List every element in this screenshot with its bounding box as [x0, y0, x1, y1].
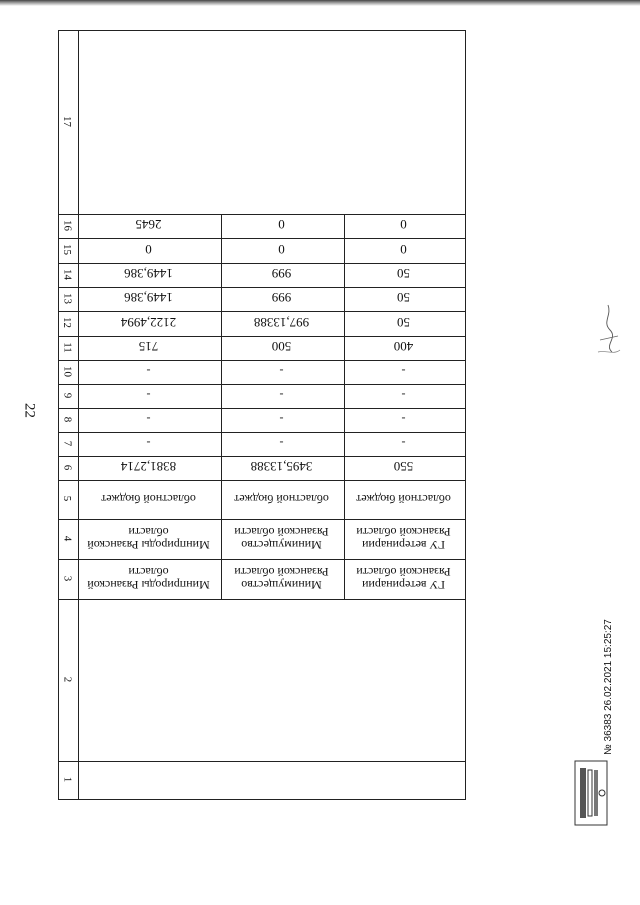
table-cell-col7: -	[401, 436, 406, 451]
scan-top-edge	[0, 0, 640, 6]
column-number-15: 15	[61, 244, 74, 255]
column-number-11: 11	[61, 341, 74, 353]
table-cell-col8: -	[401, 412, 406, 427]
table-cell-col15: 0	[145, 242, 152, 257]
table-cell-col4: Минприроды Рязанской области	[87, 525, 210, 552]
table-cell-col11: 500	[271, 339, 292, 355]
table-cell-col4: ГУ ветеринарии Рязанской области	[356, 525, 451, 552]
signature-mark	[588, 300, 628, 360]
table-cell-col5: областной бюджет	[356, 492, 451, 506]
column-number-9: 9	[61, 392, 74, 398]
table-cell-col10: -	[279, 364, 284, 379]
table-cell-col3: ГУ ветеринарии Рязанской области	[356, 565, 451, 592]
page-number: 22	[21, 403, 38, 418]
table-cell-col10: -	[146, 364, 151, 379]
table-cell-col9: -	[279, 388, 284, 403]
table-cell-col9: -	[401, 388, 406, 403]
table-divider	[221, 214, 222, 599]
table-cell-col12: 997,13388	[253, 315, 310, 330]
table-cell-col16: 2645	[135, 217, 162, 233]
table-divider	[59, 599, 465, 600]
column-number-14: 14	[61, 268, 74, 280]
column-number-12: 12	[61, 317, 74, 328]
table-cell-col15: 0	[400, 242, 407, 257]
column-number-16: 16	[61, 219, 74, 231]
table-cell-col14: 999	[271, 266, 292, 282]
table-cell-col6: 3495,13388	[250, 459, 313, 475]
table-cell-col10: -	[401, 364, 406, 379]
table-cell-col12: 2122,4994	[120, 315, 177, 330]
column-number-3: 3	[61, 575, 74, 581]
table-cell-col13: 50	[397, 290, 410, 306]
column-number-1: 1	[61, 776, 74, 782]
table-divider	[78, 31, 79, 799]
table-cell-col4: Минимущество Рязанской области	[234, 525, 329, 552]
column-number-2: 2	[61, 676, 74, 682]
table-cell-col9: -	[146, 388, 151, 403]
table-cell-col16: 0	[278, 217, 285, 233]
column-number-5: 5	[61, 495, 74, 502]
table-cell-col13: 1449,386	[124, 290, 173, 306]
table-cell-col5: областной бюджет	[101, 492, 196, 506]
column-number-4: 4	[61, 535, 74, 541]
table-cell-col14: 50	[397, 266, 410, 282]
document-reference: № 36383 26.02.2021 15:25:27	[603, 619, 614, 755]
table-cell-col3: Минприроды Рязанской области	[87, 565, 210, 592]
registration-stamp	[574, 760, 608, 826]
table-cell-col5: областной бюджет	[234, 492, 329, 506]
table-cell-col6: 8381,2714	[120, 459, 177, 475]
table-cell-col7: -	[146, 436, 151, 451]
table-cell-col8: -	[279, 412, 284, 427]
table-cell-col6: 550	[393, 459, 414, 475]
column-number-17: 17	[61, 116, 74, 127]
column-number-7: 7	[61, 440, 74, 446]
table-cell-col12: 50	[397, 315, 410, 330]
column-number-13: 13	[61, 292, 74, 304]
table-cell-col13: 999	[271, 290, 292, 306]
table-divider	[344, 214, 345, 599]
column-number-10: 10	[61, 365, 74, 377]
table-cell-col15: 0	[278, 242, 285, 257]
table-cell-col7: -	[279, 436, 284, 451]
table-cell-col11: 400	[393, 339, 414, 355]
table-cell-col3: Минимущество Рязанской области	[234, 565, 329, 592]
column-number-6: 6	[61, 464, 74, 470]
table-cell-col14: 1449,386	[124, 266, 173, 282]
table-divider	[59, 761, 465, 762]
table-cell-col11: 715	[138, 339, 159, 355]
column-number-8: 8	[61, 416, 74, 422]
table-cell-col16: 0	[400, 217, 407, 233]
table-cell-col8: -	[146, 412, 151, 427]
